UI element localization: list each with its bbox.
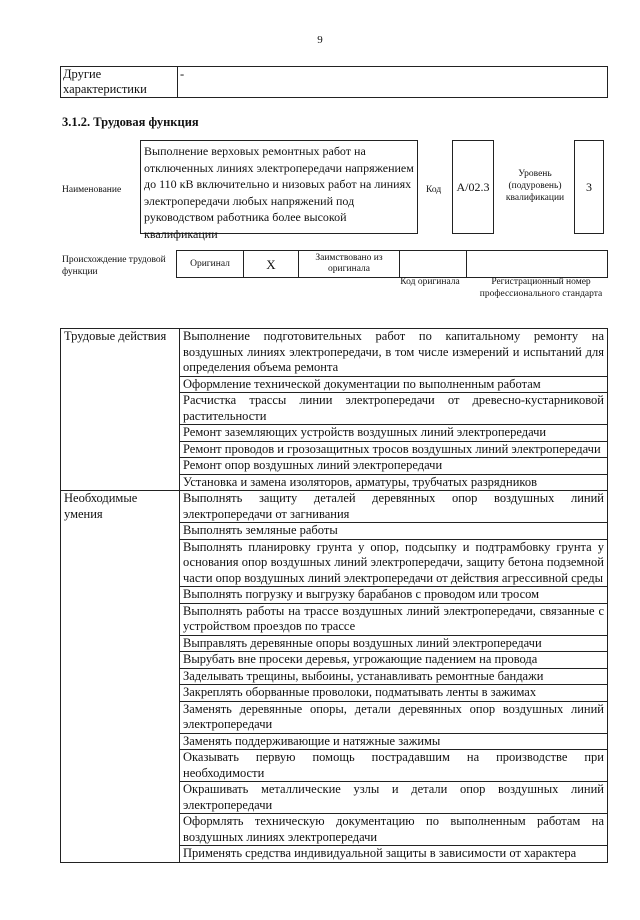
list-item: Выполнять защиту деталей деревянных опор воздушных линий электропередачи от загнивания — [180, 491, 608, 523]
list-item: Расчистка трассы линии электропередачи от древесно-кустарниковой растительности — [180, 393, 608, 425]
level-label: Уровень (подуровень) квалификации — [505, 169, 565, 203]
list-item: Окрашивать металлические узлы и детали опор воздушных линий электропередачи — [180, 782, 608, 814]
other-characteristics-label: Другие характеристики — [61, 67, 178, 98]
function-name-value: Выполнение верховых ремонтных работ на отключенных линиях электропередачи напряжением до 110 кВ включительно и низовых работ на линиях электропередачи любых напряжений под руководством работника более высокой квалификации — [140, 140, 418, 234]
page-number: 9 — [317, 34, 323, 46]
code-label: Код — [426, 185, 442, 195]
reg-number-cell — [467, 251, 608, 278]
list-item: Заменять поддерживающие и натяжные зажимы — [180, 733, 608, 750]
section-title: 3.1.2. Трудовая функция — [62, 115, 199, 129]
section-head-labor-actions: Трудовые действия — [61, 329, 180, 491]
list-item: Оказывать первую помощь пострадавшим на производстве при необходимости — [180, 750, 608, 782]
list-item: Оформлять техническую документацию по выполненным работам на воздушных линиях электропередачи — [180, 814, 608, 846]
list-item: Выполнять планировку грунта у опор, подсыпку и подтрамбовку грунта у основания опор воздушных линий электропередачи, защиту бетона подземной части опор воздушных линий электропередачи от действия агрессивной среды — [180, 539, 608, 587]
list-item: Выполнять земляные работы — [180, 523, 608, 540]
reg-number-label: Регистрационный номер профессионального стандарта — [479, 277, 603, 299]
list-item: Выполнять работы на трассе воздушных линий электропередачи, связанные с устройством проездов по трассе — [180, 603, 608, 635]
list-item: Выправлять деревянные опоры воздушных линий электропередачи — [180, 635, 608, 652]
original-mark: X — [244, 251, 299, 278]
list-item: Вырубать вне просеки деревья, угрожающие падением на провода — [180, 652, 608, 669]
skills-table — [60, 328, 608, 863]
origin-label: Происхождение трудовой функции — [62, 255, 166, 277]
list-item: Ремонт опор воздушных линий электропередачи — [180, 458, 608, 475]
list-item: Выполнение подготовительных работ по капитальному ремонту на воздушных линиях электропередачи, в том числе измерений и испытаний для определения объема ремонта — [180, 329, 608, 377]
list-item: Заменять деревянные опоры, детали деревянных опор воздушных линий электропередачи — [180, 701, 608, 733]
code-original-cell — [400, 251, 467, 278]
list-item: Применять средства индивидуальной защиты в зависимости от характера — [180, 846, 608, 863]
level-value: 3 — [574, 140, 604, 234]
list-item: Закреплять оборванные проволоки, подматывать ленты в зажимах — [180, 685, 608, 702]
table-row — [61, 491, 608, 523]
list-item: Ремонт проводов и грозозащитных тросов воздушных линий электропередачи — [180, 441, 608, 458]
other-characteristics-value: - — [178, 67, 608, 98]
list-item: Заделывать трещины, выбоины, устанавливать ремонтные бандажи — [180, 668, 608, 685]
code-original-label: Код оригинала — [400, 277, 460, 287]
list-item: Установка и замена изоляторов, арматуры, трубчатых разрядников — [180, 474, 608, 491]
list-item: Выполнять погрузку и выгрузку барабанов с проводом или тросом — [180, 587, 608, 604]
function-code-value: А/02.3 — [452, 140, 494, 234]
origin-table — [176, 250, 608, 278]
original-label: Оригинал — [177, 251, 244, 278]
table-row — [61, 329, 608, 377]
list-item: Ремонт заземляющих устройств воздушных линий электропередачи — [180, 425, 608, 442]
section-head-required-skills: Необходимые умения — [61, 491, 180, 863]
name-label: Наименование — [62, 185, 122, 195]
other-characteristics-table — [60, 66, 608, 98]
borrowed-label: Заимствовано из оригинала — [299, 251, 400, 278]
list-item: Оформление технической документации по выполненным работам — [180, 376, 608, 393]
